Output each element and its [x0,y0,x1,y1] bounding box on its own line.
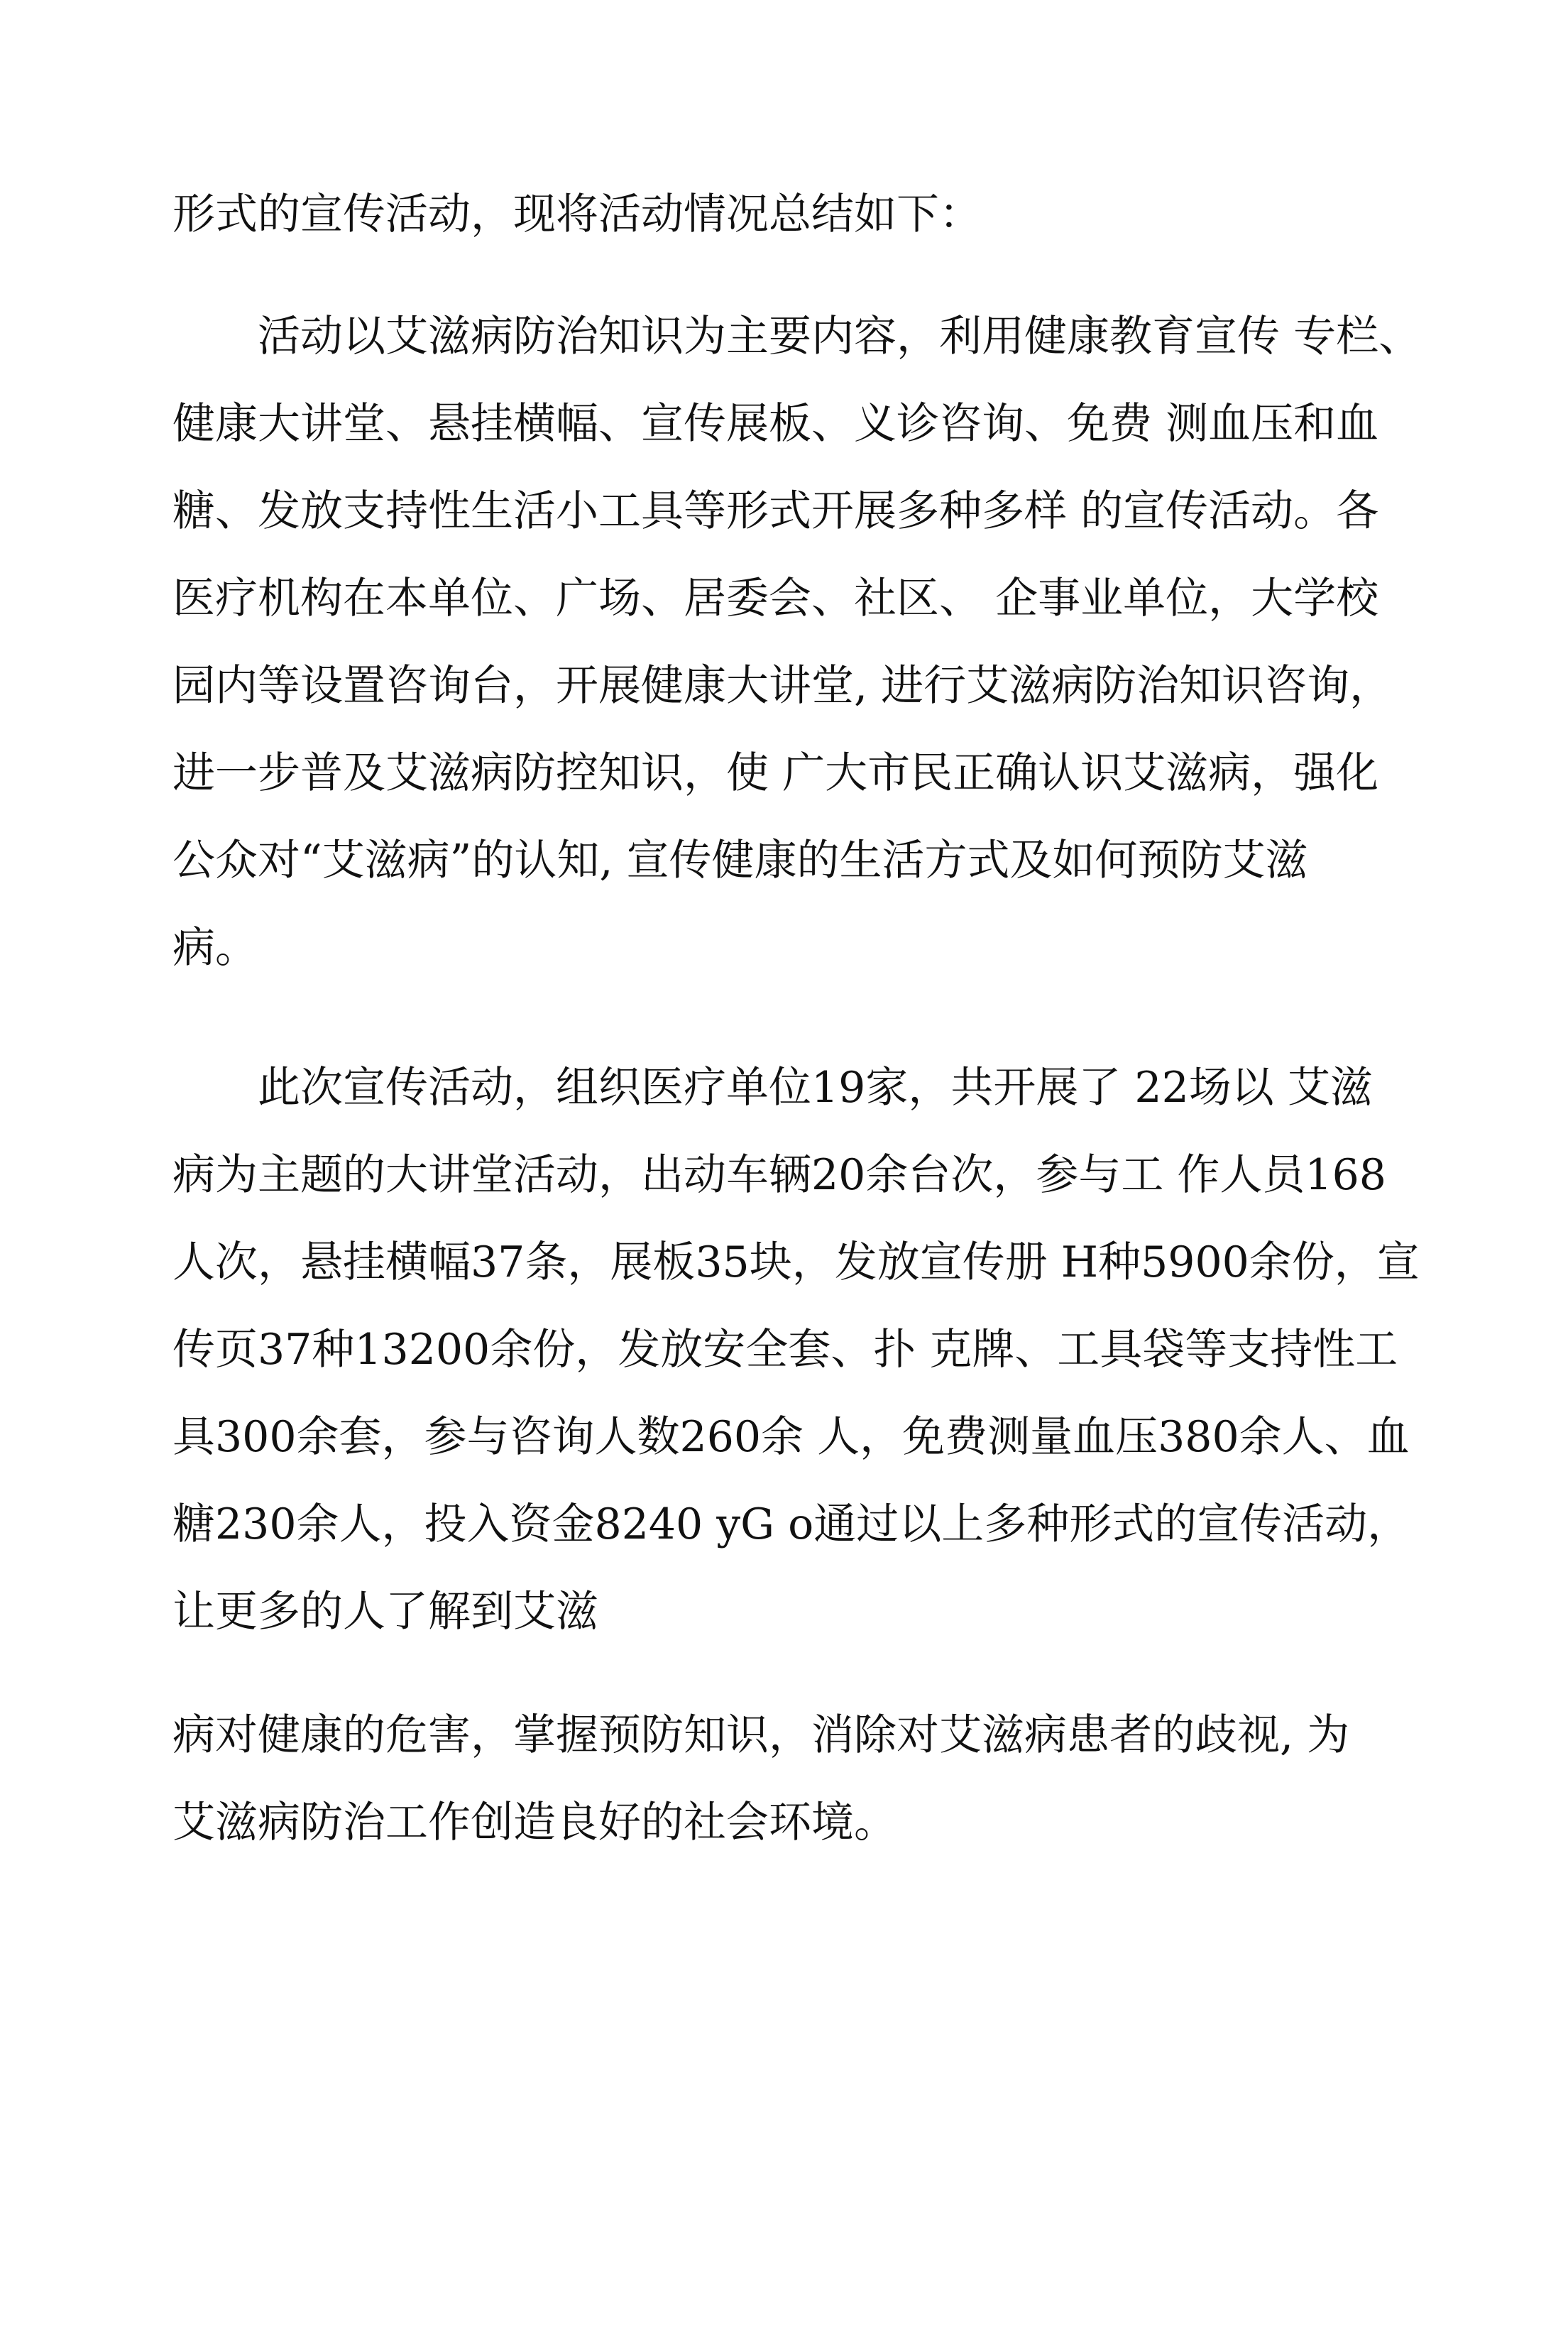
text-line: 病。 [172,923,258,973]
text-line: 病为主题的大讲堂活动，出动车辆20余台次，参与工 作人员168 [172,1150,1386,1200]
text-line: 让更多的人了解到艾滋 [172,1587,598,1637]
text-line: 医疗机构在本单位、广场、居委会、社区、 企事业单位，大学校 [172,574,1379,623]
text-line: 糖230余人，投入资金8240 yG o通过以上多种形式的宣传活动， [172,1500,1410,1549]
text-line: 病对健康的危害，掌握预防知识，消除对艾滋病患者的歧视, 为 [172,1710,1350,1760]
text-line: 艾滋病防治工作创造良好的社会环境。 [172,1798,897,1847]
text-line: 此次宣传活动，组织医疗单位19家，共开展了 22场以 艾滋 [172,1063,1373,1113]
text-line: 糖、发放支持性生活小工具等形式开展多种多样 的宣传活动。各 [172,486,1379,536]
text-line: 进一步普及艾滋病防控知识，使 广大市民正确认识艾滋病，强化 [172,748,1379,798]
text-line: 传页37种13200余份，发放安全套、扑 克牌、工具袋等支持性工 [172,1325,1398,1375]
text-line: 活动以艾滋病防治知识为主要内容，利用健康教育宣传 专栏、 [172,312,1422,361]
text-line: 形式的宣传活动，现将活动情况总结如下： [172,190,982,239]
text-line: 人次，悬挂横幅37条，展板35块，发放宣传册 H种5900余份，宣 [172,1238,1420,1287]
text-line: 健康大讲堂、悬挂横幅、宣传展板、义诊咨询、免费 测血压和血 [172,399,1379,449]
text-line: 公众对“艾滋病”的认知, 宣传健康的生活方式及如何预防艾滋 [172,836,1308,885]
text-line: 园内等设置咨询台，开展健康大讲堂, 进行艾滋病防治知识咨询， [172,661,1393,711]
text-line: 具300余套，参与咨询人数260余 人，免费测量血压380余人、血 [172,1412,1410,1462]
